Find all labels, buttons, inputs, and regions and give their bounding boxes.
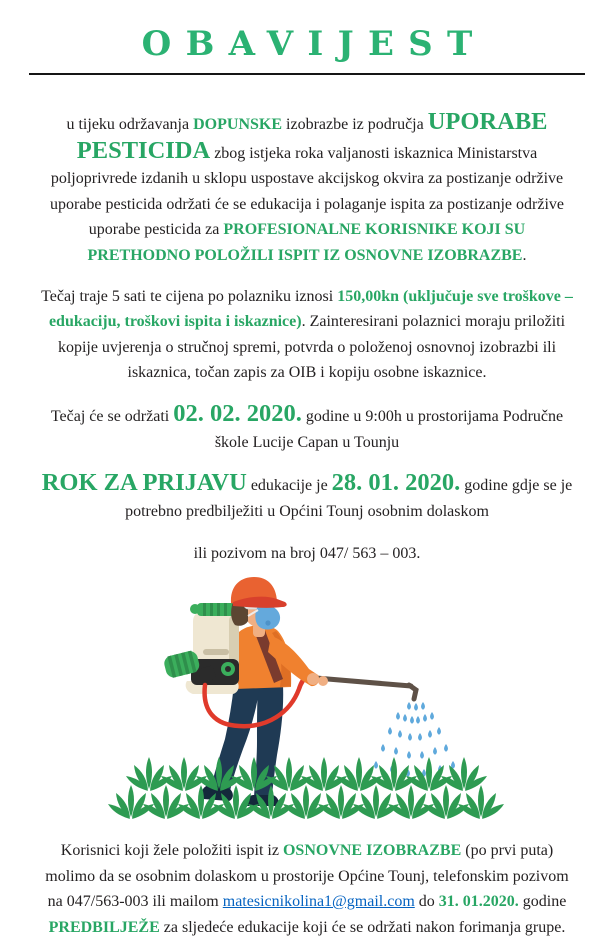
notice-body <box>37 109 577 567</box>
deadline-paragraph <box>37 470 577 524</box>
deadline-date: 28. 01. 2020. <box>331 469 461 497</box>
highlight-predbiljeze: PREDBILJEŽE <box>48 918 160 936</box>
text-segment: godine u 9:00h u prostorijama Područne škole Lucije Capan u Tounju <box>214 407 564 451</box>
title-divider <box>29 73 585 75</box>
highlight-rok-za-prijavu: ROK ZA PRIJAVU <box>41 469 247 497</box>
highlight-price: 150,00kn (uključuje sve troškove – edukaciju, troškovi ispita i iskaznice) <box>48 287 573 331</box>
document-title: OBAVIJEST <box>141 24 487 64</box>
highlight-profesionalne-korisnike: PROFESIONALNE KORISNIKE KOJI SU PRETHODNO POLOŽILI ISPIT IZ OSNOVNE IZOBRAZBE <box>87 221 526 264</box>
mask-valve <box>265 620 270 625</box>
text-segment: u tijeku održavanja <box>66 116 194 133</box>
text-segment: godine gdje se je potrebno predbilježiti u Općini Tounj osobnim dolaskom <box>125 477 573 520</box>
text-segment: edukacije je <box>246 477 332 495</box>
schedule-paragraph <box>37 401 577 455</box>
notice-footer <box>37 838 577 940</box>
footer-paragraph <box>37 838 577 940</box>
email-link[interactable]: matesicnikolina1@gmail.com <box>222 893 415 911</box>
text-segment: godine <box>518 893 567 911</box>
text-segment: Tečaj će se održati <box>50 407 174 425</box>
text-segment: . <box>522 246 527 264</box>
text-segment: Korisnici koji žele položiti ispit iz <box>60 841 283 859</box>
text-segment: zbog istjeka roka valjanosti iskaznica Ministarstva poljoprivrede izdanih u sklopu uspostave akcijskog okvira za postizanje održive uporabe pesticida održati će se edukacija i polaganje ispita za postizanje održive uporabe pesticida za <box>50 144 564 239</box>
tank-slot <box>203 649 229 655</box>
course-date: 02. 02. 2020. <box>173 399 302 427</box>
text-segment: Tečaj traje 5 sati te cijena po polazniku iznosi <box>41 287 338 305</box>
highlight-dopunske: DOPUNSKE <box>193 116 283 133</box>
text-segment: izobrazbe iz područja <box>282 116 428 133</box>
registration-deadline-date: 31. 01.2020. <box>438 893 519 911</box>
sprayer-illustration <box>107 573 507 836</box>
sprayer-illustration-svg <box>107 573 507 831</box>
phone-number-text: ili pozivom na broj 047/ 563 – 003. <box>193 545 421 563</box>
starter-center <box>225 666 231 672</box>
crop-plants <box>108 757 504 819</box>
highlight-uporabe-pesticida: UPORABE PESTICIDA <box>76 108 548 164</box>
course-paragraph <box>37 284 577 386</box>
text-segment: . Zainteresirani polaznici moraju priložiti kopije uvjerenja o stručnoj spremi, potvrda o položenoj osnovnoj izobrazbi ili iskaznica, točan zapis za OIB i kopiju osobne iskaznice. <box>57 313 566 382</box>
phone-line <box>37 541 577 567</box>
text-segment: (po prvi puta) molimo da se osobnim dolaskom u prostorije Općine Tounj, telefonskim pozivom na 047/563-003 ili mailom <box>45 841 569 911</box>
notice-document <box>0 24 614 936</box>
respirator-mask-icon <box>255 605 280 630</box>
intro-paragraph <box>37 109 577 269</box>
highlight-osnovne-izobrazbe: OSNOVNE IZOBRAZBE <box>282 841 462 859</box>
text-segment: do <box>414 893 439 911</box>
text-segment: za sljedeće edukacije koji će se održati nakon forimanja grupe. <box>159 918 566 936</box>
